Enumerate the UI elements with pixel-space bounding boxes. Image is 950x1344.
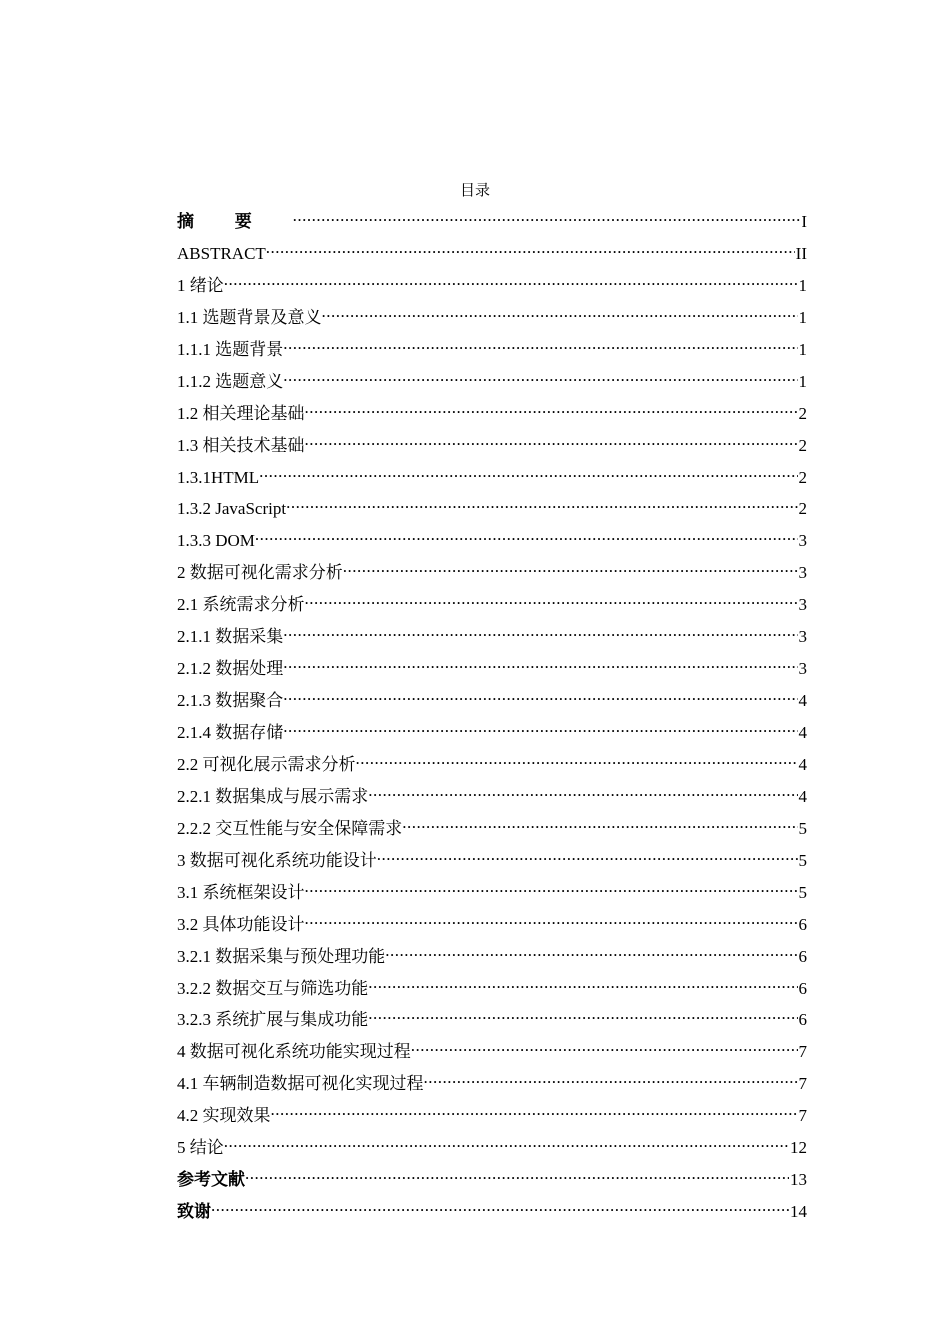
toc-leader — [424, 1072, 798, 1089]
toc-entry-page: 4 — [798, 754, 807, 774]
toc-entry-page: 2 — [798, 403, 807, 423]
toc-leader — [259, 466, 797, 483]
toc-leader — [305, 913, 798, 930]
toc-entry-page: 1 — [798, 339, 807, 359]
toc-leader — [368, 785, 797, 802]
toc-entry-chapter-2[interactable] — [177, 559, 807, 591]
toc-leader — [283, 657, 797, 674]
toc-entry-section-2-1-4[interactable] — [177, 719, 807, 751]
toc-entry-page: 4 — [798, 786, 807, 806]
toc-leader — [283, 370, 797, 387]
toc-entry-label: 参考文献 — [177, 1170, 245, 1190]
toc-entry-page: 3 — [798, 627, 807, 647]
toc-entry-page: 3 — [798, 563, 807, 583]
toc-entry-page: 2 — [798, 499, 807, 519]
toc-entry-label: 2.2 可视化展示需求分析 — [177, 754, 356, 774]
toc-entry-page: I — [801, 212, 807, 231]
toc-title: 目录 — [459, 183, 490, 199]
toc-entry-references[interactable] — [177, 1166, 807, 1198]
toc-leader — [224, 274, 798, 291]
toc-entry-section-3-1[interactable] — [177, 879, 807, 911]
toc-leader — [305, 434, 798, 451]
toc-entry-page: 3 — [798, 531, 807, 551]
toc-leader — [286, 497, 797, 514]
toc-entry-page: 6 — [798, 978, 807, 998]
toc-entry-section-2-2[interactable] — [177, 751, 807, 783]
toc-entry-label: 2.1.2 数据处理 — [177, 659, 284, 679]
toc-entry-page: 13 — [790, 1170, 807, 1190]
toc-entry-label: 1.1 选题背景及意义 — [177, 307, 322, 327]
toc-entry-label: 1.3 相关技术基础 — [177, 435, 305, 455]
toc-entry-label: 致谢 — [177, 1202, 211, 1222]
toc-entry-page: 1 — [798, 307, 807, 327]
toc-entry-label: 2.2.1 数据集成与展示需求 — [177, 786, 369, 806]
toc-entry-section-1-1[interactable] — [177, 304, 807, 336]
toc-entry-abstract-cn[interactable] — [177, 208, 807, 240]
toc-leader — [283, 625, 797, 642]
toc-entry-acknowledgements[interactable] — [177, 1198, 807, 1230]
toc-entry-page: 6 — [798, 946, 807, 966]
toc-entry-page: 3 — [798, 659, 807, 679]
toc-entry-page: II — [795, 243, 807, 263]
toc-leader — [305, 881, 798, 898]
toc-entry-label: 4.2 实现效果 — [177, 1106, 271, 1126]
toc-entry-label: 2.1.3 数据聚合 — [177, 691, 284, 711]
toc-entry-chapter-4[interactable] — [177, 1038, 807, 1070]
toc-entry-page: 2 — [798, 467, 807, 487]
toc-entry-section-3-2[interactable] — [177, 911, 807, 943]
toc-entry-label: 3.2.2 数据交互与筛选功能 — [177, 978, 369, 998]
toc-entry-label: 2.1 系统需求分析 — [177, 595, 305, 615]
toc-entry-label: 2.2.2 交互性能与安全保障需求 — [177, 818, 403, 838]
toc-entry-page: 14 — [790, 1202, 807, 1222]
toc-entry-label: 1.1.2 选题意义 — [177, 371, 284, 391]
toc-entry-label: 摘要 — [177, 212, 293, 231]
toc-leader — [283, 689, 797, 706]
toc-leader — [283, 338, 797, 355]
toc-entry-page: 5 — [798, 882, 807, 902]
toc-entry-page: 1 — [798, 371, 807, 391]
toc-entry-label: 3 数据可视化系统功能设计 — [177, 850, 377, 870]
toc-leader — [266, 242, 795, 259]
toc-leader — [293, 210, 801, 227]
toc-entry-section-1-3-1[interactable] — [177, 464, 807, 496]
toc-leader — [385, 945, 797, 962]
toc-entry-page: 4 — [798, 723, 807, 742]
toc-leader — [245, 1168, 789, 1185]
toc-entry-section-1-3-3[interactable] — [177, 527, 807, 559]
toc-entry-label: 1.2 相关理论基础 — [177, 403, 305, 423]
toc-entry-section-2-2-1[interactable] — [177, 783, 807, 815]
toc-entry-label: 1.1.1 选题背景 — [177, 339, 284, 359]
toc-entry-label: 3.2.3 系统扩展与集成功能 — [177, 1010, 369, 1030]
toc-entry-page: 3 — [798, 595, 807, 615]
toc-entry-page: 7 — [798, 1106, 807, 1126]
toc-entry-chapter-5[interactable] — [177, 1134, 807, 1166]
toc-entry-section-1-3[interactable] — [177, 432, 807, 464]
toc-entry-label: 1.3.1HTML — [177, 467, 260, 487]
toc-entry-page: 6 — [798, 1010, 807, 1030]
toc-entry-section-4-2[interactable] — [177, 1102, 807, 1134]
toc-entry-section-4-1[interactable] — [177, 1070, 807, 1102]
toc-leader — [377, 849, 798, 866]
toc-leader — [224, 1136, 789, 1153]
toc-entry-label: 1.3.2 JavaScript — [177, 499, 287, 519]
toc-entry-section-1-3-2[interactable] — [177, 495, 807, 527]
toc-entry-section-2-1-3[interactable] — [177, 687, 807, 719]
toc-entry-label: 2.1.4 数据存储 — [177, 723, 284, 742]
toc-leader — [411, 1040, 798, 1057]
toc-entry-section-2-1[interactable] — [177, 591, 807, 623]
toc-leader — [271, 1104, 798, 1121]
toc-leader — [402, 817, 797, 834]
toc-entry-abstract-en[interactable] — [177, 240, 807, 272]
toc-leader — [343, 561, 798, 578]
toc-entry-label: 3.1 系统框架设计 — [177, 882, 305, 902]
toc-entry-label: 4.1 车辆制造数据可视化实现过程 — [177, 1074, 424, 1094]
toc-entry-page: 4 — [798, 691, 807, 711]
toc-entry-label: 4 数据可视化系统功能实现过程 — [177, 1042, 411, 1062]
toc-entry-label: ABSTRACT — [177, 243, 266, 263]
toc-leader — [283, 721, 797, 738]
toc-leader — [368, 977, 797, 994]
toc-entry-section-2-2-2[interactable] — [177, 815, 807, 847]
toc-entry-section-3-2-3[interactable] — [177, 1006, 807, 1038]
toc-entry-section-3-2-1[interactable] — [177, 943, 807, 975]
toc-entry-label: 1.3.3 DOM — [177, 531, 255, 551]
toc-leader — [322, 306, 798, 323]
toc-entry-chapter-3[interactable] — [177, 847, 807, 879]
toc-entry-section-1-1-2[interactable] — [177, 368, 807, 400]
toc-entry-label: 2.1.1 数据采集 — [177, 627, 284, 647]
toc-entry-page: 5 — [798, 818, 807, 838]
toc-leader — [255, 529, 798, 546]
toc-entry-page: 7 — [798, 1042, 807, 1062]
toc-entry-page: 12 — [790, 1138, 807, 1158]
toc-entry-section-1-1-1[interactable] — [177, 336, 807, 368]
toc-entry-section-2-1-1[interactable] — [177, 623, 807, 655]
toc-leader — [211, 1200, 789, 1217]
toc-list — [177, 208, 807, 1230]
toc-entry-label: 3.2 具体功能设计 — [177, 914, 305, 934]
toc-leader — [305, 593, 798, 610]
toc-entry-page: 2 — [798, 435, 807, 455]
toc-entry-page: 5 — [798, 850, 807, 870]
toc-entry-page: 1 — [798, 275, 807, 295]
toc-entry-section-2-1-2[interactable] — [177, 655, 807, 687]
toc-leader — [305, 402, 798, 419]
toc-entry-label: 1 绪论 — [177, 275, 224, 295]
toc-entry-chapter-1[interactable] — [177, 272, 807, 304]
toc-entry-section-3-2-2[interactable] — [177, 975, 807, 1007]
toc-entry-label: 5 结论 — [177, 1138, 224, 1158]
toc-leader — [356, 753, 798, 770]
toc-entry-section-1-2[interactable] — [177, 400, 807, 432]
toc-entry-page: 7 — [798, 1074, 807, 1094]
toc-entry-page: 6 — [798, 914, 807, 934]
toc-entry-label: 3.2.1 数据采集与预处理功能 — [177, 946, 386, 966]
toc-leader — [368, 1008, 797, 1025]
toc-entry-label: 2 数据可视化需求分析 — [177, 563, 343, 583]
